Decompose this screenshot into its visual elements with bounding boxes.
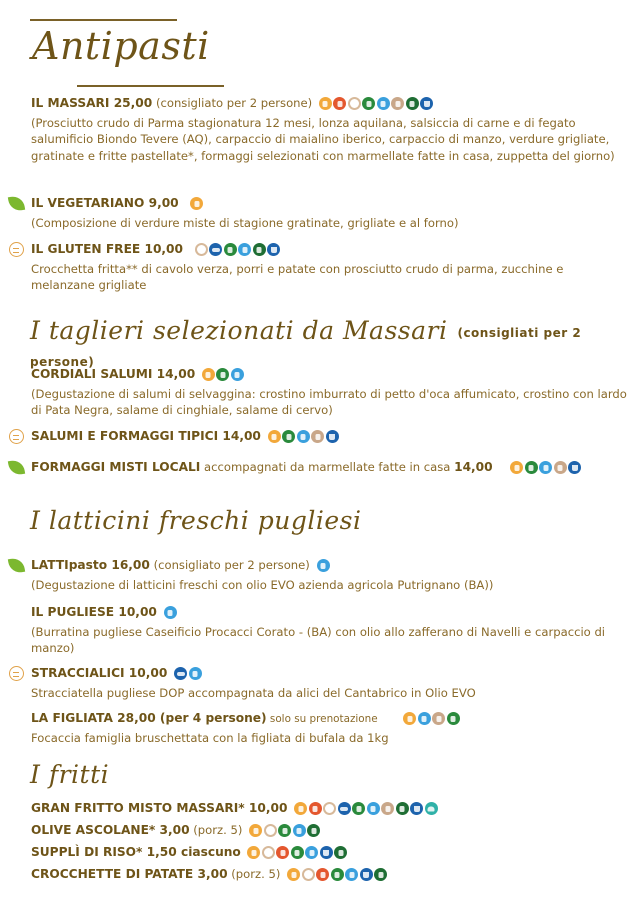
milk-icon (345, 868, 358, 881)
soy-icon (216, 368, 229, 381)
allergen-icons (202, 368, 246, 386)
crustaceans-icon (333, 97, 346, 110)
gluten-icon (268, 430, 281, 443)
eggs-icon (195, 243, 208, 256)
milk-icon (238, 243, 251, 256)
milk-icon (377, 97, 390, 110)
nuts-icon (381, 802, 394, 815)
item-note: accompagnati da marmellate fatte in casa (200, 460, 455, 474)
page-title: Antipasti (32, 24, 210, 68)
menu-item-suppli-di-riso (31, 844, 628, 864)
milk-icon (367, 802, 380, 815)
crustaceans-icon (309, 802, 322, 815)
soy-icon (352, 802, 365, 815)
menu-item-il-massari (31, 95, 628, 164)
menu-item-lattipasto (31, 557, 628, 593)
item-name: STRACCIALICI 10,00 (31, 666, 168, 680)
celery-icon (253, 243, 266, 256)
menu-item-il-gluten-free (31, 241, 628, 294)
soy-icon (447, 712, 460, 725)
section-note: (consigliati per 2 persone) (30, 325, 582, 369)
allergen-icons (190, 197, 205, 215)
eggs-icon (262, 846, 275, 859)
gluten-icon (190, 197, 203, 210)
gluten-icon (247, 846, 260, 859)
milk-icon (293, 824, 306, 837)
section-title-text: I taglieri selezionati da Massari (30, 316, 448, 345)
header-bottom-rule (77, 85, 224, 87)
item-description: (Burratina pugliese Caseificio Procacci Corato - (BA) con olio allo zafferano di Navelli e carpaccio di manzo) (31, 624, 606, 655)
gluten-icon (202, 368, 215, 381)
item-name: IL PUGLIESE 10,00 (31, 605, 157, 619)
soy-icon (362, 97, 375, 110)
soy-icon (331, 868, 344, 881)
nuts-icon (311, 430, 324, 443)
item-description: Focaccia famiglia bruschettata con la figliata di bufala da 1kg (31, 730, 389, 745)
menu-item-formaggi-misti-locali (31, 459, 628, 479)
fish-icon (338, 802, 351, 815)
milk-icon (231, 368, 244, 381)
item-name: LATTIpasto 16,00 (31, 558, 150, 572)
item-note: (porz. 5) (189, 823, 243, 837)
menu-item-il-pugliese (31, 604, 628, 657)
milk-icon (418, 712, 431, 725)
vegetarian-leaf-icon (8, 459, 25, 476)
sulphites-icon (360, 868, 373, 881)
nuts-icon (554, 461, 567, 474)
sulphites-icon (320, 846, 333, 859)
allergen-icons (247, 846, 349, 864)
item-name: IL VEGETARIANO 9,00 (31, 196, 179, 210)
gluten-icon (249, 824, 262, 837)
sulphites-icon (568, 461, 581, 474)
celery-icon (374, 868, 387, 881)
sulphites-icon (420, 97, 433, 110)
eggs-icon (264, 824, 277, 837)
gluten-icon (294, 802, 307, 815)
header-top-rule (30, 19, 177, 21)
vegetarian-leaf-icon (8, 195, 25, 212)
crustaceans-icon (276, 846, 289, 859)
gluten-free-icon (9, 429, 24, 444)
celery-icon (396, 802, 409, 815)
item-description: Stracciatella pugliese DOP accompagnata da alici del Cantabrico in Olio EVO (31, 685, 476, 700)
sulphites-icon (326, 430, 339, 443)
vegetarian-leaf-icon (8, 557, 25, 574)
item-description: Crocchetta fritta** di cavolo verza, porri e patate con prosciutto crudo di parma, zucchine e melanzane grigliate (31, 261, 564, 292)
gluten-icon (319, 97, 332, 110)
fish-icon (174, 667, 187, 680)
item-note: (consigliato per 2 persone) (152, 96, 313, 110)
allergen-icons (319, 97, 435, 115)
fish-icon (209, 243, 222, 256)
menu-item-cordiali-salumi (31, 366, 628, 419)
soy-icon (278, 824, 291, 837)
allergen-icons (403, 712, 461, 730)
menu-item-la-figliata (31, 710, 628, 746)
soy-icon (282, 430, 295, 443)
allergen-icons (195, 243, 282, 261)
item-note: (consigliato per 2 persone) (149, 558, 310, 572)
milk-icon (164, 606, 177, 619)
gluten-icon (287, 868, 300, 881)
section-title-fritti: I fritti (30, 760, 110, 789)
item-description: (Composizione di verdure miste di stagione gratinate, grigliate e al forno) (31, 215, 459, 230)
allergen-icons (164, 606, 179, 624)
item-description: (Degustazione di latticini freschi con olio EVO azienda agricola Putrignano (BA)) (31, 577, 494, 592)
item-name: OLIVE ASCOLANE* 3,00 (31, 823, 190, 837)
eggs-icon (348, 97, 361, 110)
item-name: IL GLUTEN FREE 10,00 (31, 242, 184, 256)
gluten-free-icon (9, 666, 24, 681)
soy-icon (525, 461, 538, 474)
item-name: SALUMI E FORMAGGI TIPICI 14,00 (31, 429, 261, 443)
molluscs-icon (425, 802, 438, 815)
item-price: 14,00 (454, 460, 493, 474)
item-note: solo su prenotazione (266, 713, 378, 725)
menu-item-crocchette-di-patate (31, 866, 628, 886)
section-title-latticini: I latticini freschi pugliesi (30, 506, 362, 535)
allergen-icons (317, 559, 332, 577)
item-name: LA FIGLIATA 28,00 (per 4 persone) (31, 711, 267, 725)
eggs-icon (323, 802, 336, 815)
item-name: IL MASSARI 25,00 (31, 96, 153, 110)
menu-item-il-vegetariano (31, 195, 628, 231)
milk-icon (317, 559, 330, 572)
item-note: (porz. 5) (227, 867, 281, 881)
nuts-icon (432, 712, 445, 725)
milk-icon (189, 667, 202, 680)
gluten-free-icon (9, 242, 24, 257)
celery-icon (334, 846, 347, 859)
menu-item-gran-fritto (31, 800, 628, 820)
menu-item-straccialici (31, 665, 628, 701)
item-name: SUPPLÌ DI RISO* 1,50 ciascuno (31, 845, 241, 859)
sulphites-icon (267, 243, 280, 256)
celery-icon (406, 97, 419, 110)
milk-icon (297, 430, 310, 443)
allergen-icons (174, 667, 203, 685)
item-name: CROCCHETTE DI PATATE 3,00 (31, 867, 228, 881)
milk-icon (539, 461, 552, 474)
sulphites-icon (410, 802, 423, 815)
gluten-icon (403, 712, 416, 725)
crustaceans-icon (316, 868, 329, 881)
allergen-icons (510, 461, 583, 479)
eggs-icon (302, 868, 315, 881)
celery-icon (307, 824, 320, 837)
item-description: (Prosciutto crudo di Parma stagionatura 12 mesi, lonza aquilana, salsiccia di carne e di fegato salumificio Biondo Tevere (AQ), carpaccio di maialino iberico, carpaccio di manzo, verdure grigliate, gratinate e fritte pastellate*, formaggi selezionati con marmellate fatte in casa, zuppetta del giorno) (31, 115, 615, 163)
item-description: (Degustazione di salumi di selvaggina: crostino imburrato di petto d'oca affumicato, crostino con lardo di Pata Negra, salame di cinghiale, salame di cervo) (31, 386, 627, 417)
soy-icon (291, 846, 304, 859)
allergen-icons (249, 824, 322, 842)
milk-icon (305, 846, 318, 859)
item-name: GRAN FRITTO MISTO MASSARI* 10,00 (31, 801, 288, 815)
item-name: FORMAGGI MISTI LOCALI (31, 460, 201, 474)
item-name: CORDIALI SALUMI 14,00 (31, 367, 196, 381)
allergen-icons (287, 868, 389, 886)
soy-icon (224, 243, 237, 256)
allergen-icons (268, 430, 341, 448)
nuts-icon (391, 97, 404, 110)
gluten-icon (510, 461, 523, 474)
menu-item-olive-ascolane (31, 822, 628, 842)
allergen-icons (294, 802, 439, 820)
menu-item-salumi-formaggi-tipici (31, 428, 628, 448)
